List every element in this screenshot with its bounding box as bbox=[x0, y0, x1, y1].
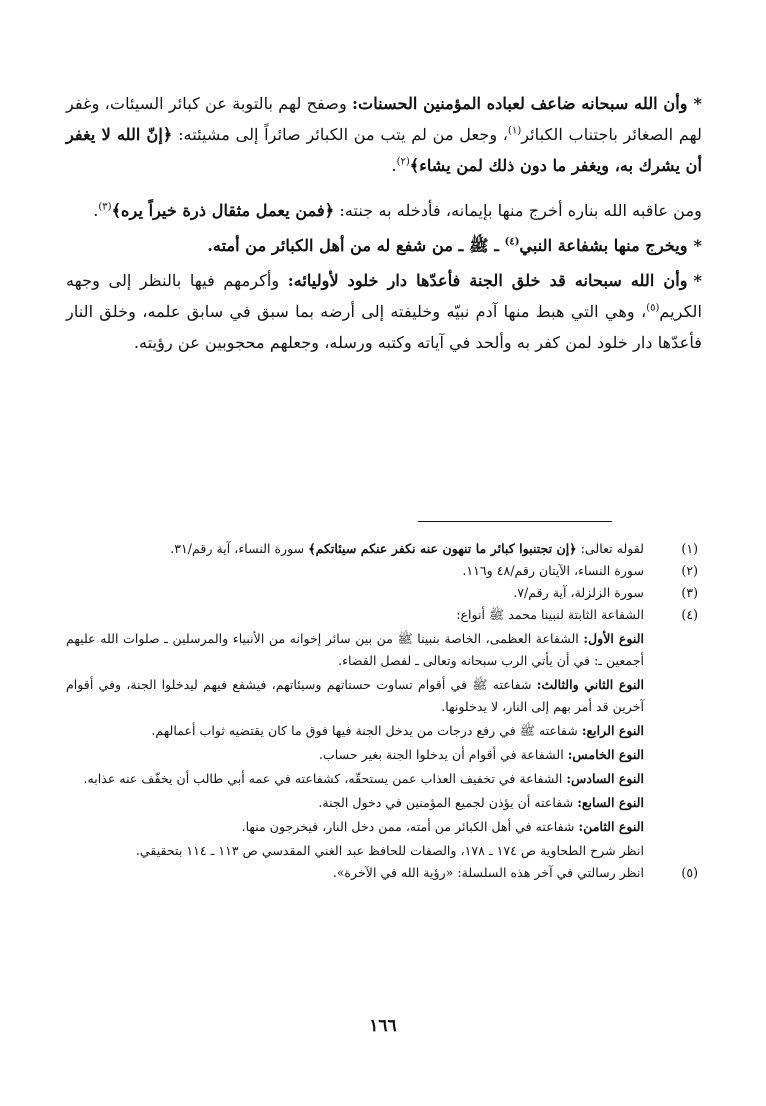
type-text: شفاعته أن يؤذن لجميع المؤمنين في دخول الجنة. bbox=[318, 795, 578, 810]
footnote-number: (٤) bbox=[681, 607, 698, 622]
main-text bbox=[66, 88, 702, 358]
paragraph-text: ويخرج منها بشفاعة النبي bbox=[519, 236, 688, 255]
footnote-ref[interactable]: (٢) bbox=[396, 156, 410, 168]
footnote-ref[interactable]: (١) bbox=[508, 125, 522, 137]
paragraph-text: وأكرمهم فيها بالنظر إلى وجهه الكريم bbox=[66, 271, 702, 321]
paragraph-text: ، وجعل من لم يتب من الكبائر صائراً إلى مشيئته: bbox=[172, 125, 509, 144]
footnote-text: انظر رسالتي في آخر هذه السلسلة: «رؤية الله في الآخرة». bbox=[332, 865, 644, 880]
footnote-number: (١) bbox=[681, 541, 698, 556]
footnote-text: الشفاعة الثابتة لنبينا محمد ﷺ أنواع: bbox=[456, 607, 644, 622]
paragraph-2 bbox=[66, 195, 702, 226]
intercession-type-5 bbox=[66, 744, 644, 766]
footnote-text: سورة الزلزلة، آية رقم/٧. bbox=[513, 585, 644, 600]
footnote-divider bbox=[418, 521, 612, 522]
footnote-number: (٢) bbox=[681, 563, 698, 578]
paragraph-end: . bbox=[391, 156, 397, 175]
type-label: النوع السابع: bbox=[577, 795, 644, 810]
paragraph-text: ومن عاقبه الله بناره أخرج منها بإيمانه، فأدخله به جنته: bbox=[334, 201, 702, 220]
footnote-ref[interactable]: (٤) bbox=[504, 236, 520, 248]
type-text: الشفاعة في أقوام أن يدخلوا الجنة بغير حساب. bbox=[318, 747, 568, 762]
footnote-4 bbox=[66, 604, 702, 862]
quran-quote: ﴿إنّ الله لا يغفر أن يشرك به، ويغفر ما دون ذلك لمن يشاء﴾ bbox=[66, 125, 702, 175]
footnote-number: (٥) bbox=[681, 865, 698, 880]
type-label: النوع الرابع: bbox=[581, 723, 644, 738]
footnote-text: سورة النساء، الآيتان رقم/٤٨ و١١٦. bbox=[462, 563, 644, 578]
quran-quote: ﴿فمن يعمل مثقال ذرة خيراً يره﴾ bbox=[111, 201, 335, 220]
intercession-type-1 bbox=[66, 628, 644, 672]
footnote-number: (٣) bbox=[681, 585, 698, 600]
type-label: النوع الثامن: bbox=[578, 819, 644, 834]
page-number: ١٦٦ bbox=[369, 1016, 397, 1036]
bullet-marker: * bbox=[693, 271, 702, 290]
footnote-ref[interactable]: (٥) bbox=[646, 302, 660, 314]
intercession-type-7 bbox=[66, 792, 644, 814]
type-text: شفاعته ﷺ في أقوام تساوت حسناتهم وسيئاتهم، فيشفع فيهم ليدخلوا الجنة، وفي أقوام آخرين قد أمر بهم إلى النار، لا يدخلونها. bbox=[66, 677, 644, 714]
type-text: شفاعته ﷺ في رفع درجات من يدخل الجنة فيها فوق ما كان يقتضيه ثواب أعمالهم. bbox=[151, 723, 582, 738]
paragraph-1 bbox=[66, 88, 702, 181]
quran-quote: ﴿إن تجتنبوا كبائر ما تنهون عنه نكفر عنكم سيئاتكم﴾ bbox=[308, 541, 577, 556]
footnote-3 bbox=[66, 582, 702, 604]
intercession-type-2-3 bbox=[66, 674, 644, 718]
footnote-1 bbox=[66, 538, 702, 560]
type-text: الشفاعة العظمى، الخاصة بنبينا ﷺ من بين سائر إخوانه من الأنبياء والمرسلين ـ صلوات الله عليهم أجمعين ـ: في أن يأتي الرب سبحانه وتعالى ـ لفصل القضاء. bbox=[66, 631, 644, 668]
intercession-type-6 bbox=[66, 768, 644, 790]
footnote-ref[interactable]: (٣) bbox=[98, 201, 112, 213]
type-label: النوع الأول: bbox=[583, 631, 644, 646]
bullet-marker: * bbox=[693, 236, 702, 255]
paragraph-3 bbox=[66, 230, 702, 261]
paragraph-heading: وأن الله سبحانه ضاعف لعباده المؤمنين الحسنات: bbox=[352, 94, 688, 113]
footnote-2 bbox=[66, 560, 702, 582]
type-label: النوع الثاني والثالث: bbox=[536, 677, 644, 692]
footnote-text: لقوله تعالى: bbox=[576, 541, 644, 556]
footnote-text: سورة النساء، آية رقم/٣١. bbox=[170, 541, 309, 556]
paragraph-text: ـ ﷺ ـ من شفع له من أهل الكبائر من أمته. bbox=[207, 236, 505, 255]
type-label: النوع الخامس: bbox=[567, 747, 644, 762]
paragraph-end: . bbox=[93, 201, 99, 220]
paragraph-4 bbox=[66, 265, 702, 358]
footnotes bbox=[66, 538, 702, 884]
type-text: الشفاعة في تخفيف العذاب عمن يستحقّه، كشفاعته في عمه أبي طالب أن يخفّف عنه عذابه. bbox=[83, 771, 567, 786]
paragraph-text: وصفح لهم بالتوبة عن كبائر السيئات، وغفر لهم الصغائر باجتناب الكبائر bbox=[66, 94, 702, 144]
paragraph-heading: وأن الله سبحانه قد خلق الجنة فأعدّها دار خلود لأوليائه: bbox=[287, 271, 688, 290]
type-text: شفاعته في أهل الكبائر من أمته، ممن دخل النار، فيخرجون منها. bbox=[241, 819, 579, 834]
intercession-type-8 bbox=[66, 816, 644, 838]
type-label: النوع السادس: bbox=[566, 771, 644, 786]
reference-note: انظر شرح الطحاوية ص ١٧٤ ـ ١٧٨، والصفات للحافظ عبد الغني المقدسي ص ١١٣ ـ ١١٤ بتحقيقي. bbox=[135, 843, 644, 858]
paragraph-text: ، وهي التي هبط منها آدم نبيّه وخليفته إلى أرضه بما سبق في سابق علمه، وخلق النار فأعدّها دار خلود لمن كفر به وألحد في آياته وكتبه ورسله، وجعلهم محجوبين عن رؤيته. bbox=[66, 302, 702, 352]
bullet-marker: * bbox=[693, 94, 702, 113]
intercession-type-4 bbox=[66, 720, 644, 742]
footnote-5 bbox=[66, 862, 702, 884]
